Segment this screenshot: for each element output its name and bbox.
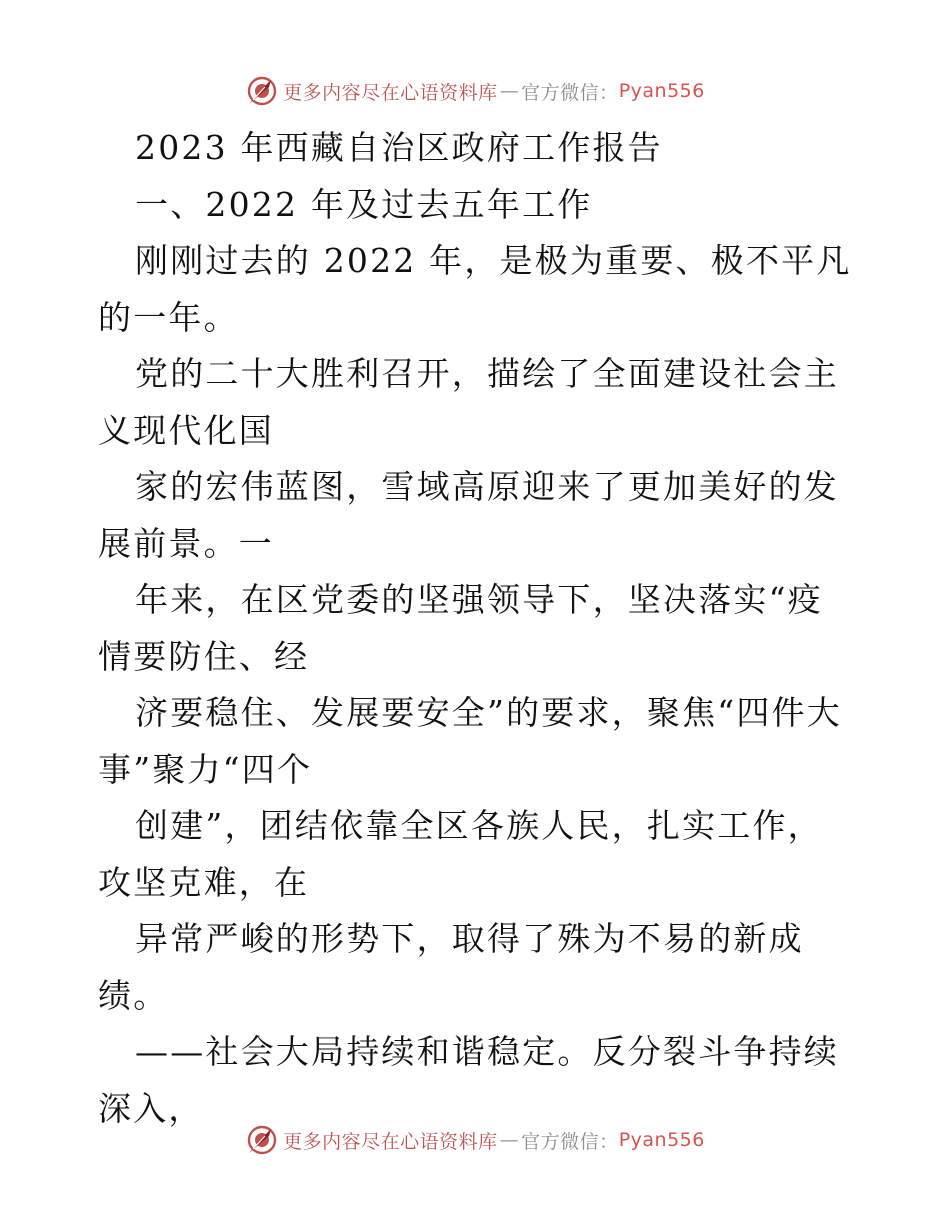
body-paragraph: 家的宏伟蓝图，雪域高原迎来了更加美好的发展前景。一 <box>98 467 839 563</box>
body-paragraph: 异常严峻的形势下，取得了殊为不易的新成绩。 <box>98 919 804 1015</box>
watermark-wechat-label: 官方微信： <box>521 81 619 104</box>
document-body <box>98 120 858 1137</box>
watermark-text: 更多内容尽在心语资料库 <box>283 81 498 104</box>
body-paragraph: 年来，在区党委的坚强领导下，坚决落实“疫情要防住、经 <box>98 580 823 676</box>
header-watermark <box>0 71 950 111</box>
watermark-separator: — <box>499 80 520 102</box>
watermark-separator: — <box>499 1129 520 1151</box>
footer-watermark <box>0 1120 950 1160</box>
section-heading: 一、2022 年及过去五年工作 <box>135 184 593 224</box>
watermark-text: 更多内容尽在心语资料库 <box>283 1130 498 1153</box>
watermark-wechat-id: Pyan556 <box>618 80 705 102</box>
body-paragraph: ——社会大局持续和谐稳定。反分裂斗争持续深入， <box>98 1032 839 1128</box>
body-paragraph: 创建”，团结依靠全区各族人民，扎实工作，攻坚克难，在 <box>98 806 823 902</box>
quill-seal-icon <box>245 1123 279 1157</box>
quill-seal-icon <box>245 74 279 108</box>
body-paragraph: 济要稳住、发展要安全”的要求，聚焦“四件大事”聚力“四个 <box>98 693 842 789</box>
body-paragraph: 党的二十大胜利召开，描绘了全面建设社会主义现代化国 <box>98 354 839 450</box>
watermark-wechat-id: Pyan556 <box>618 1129 705 1151</box>
watermark-wechat-label: 官方微信： <box>521 1130 619 1153</box>
body-paragraph: 刚刚过去的 2022 年，是极为重要、极不平凡的一年。 <box>98 241 852 337</box>
document-title: 2023 年西藏自治区政府工作报告 <box>135 128 663 167</box>
